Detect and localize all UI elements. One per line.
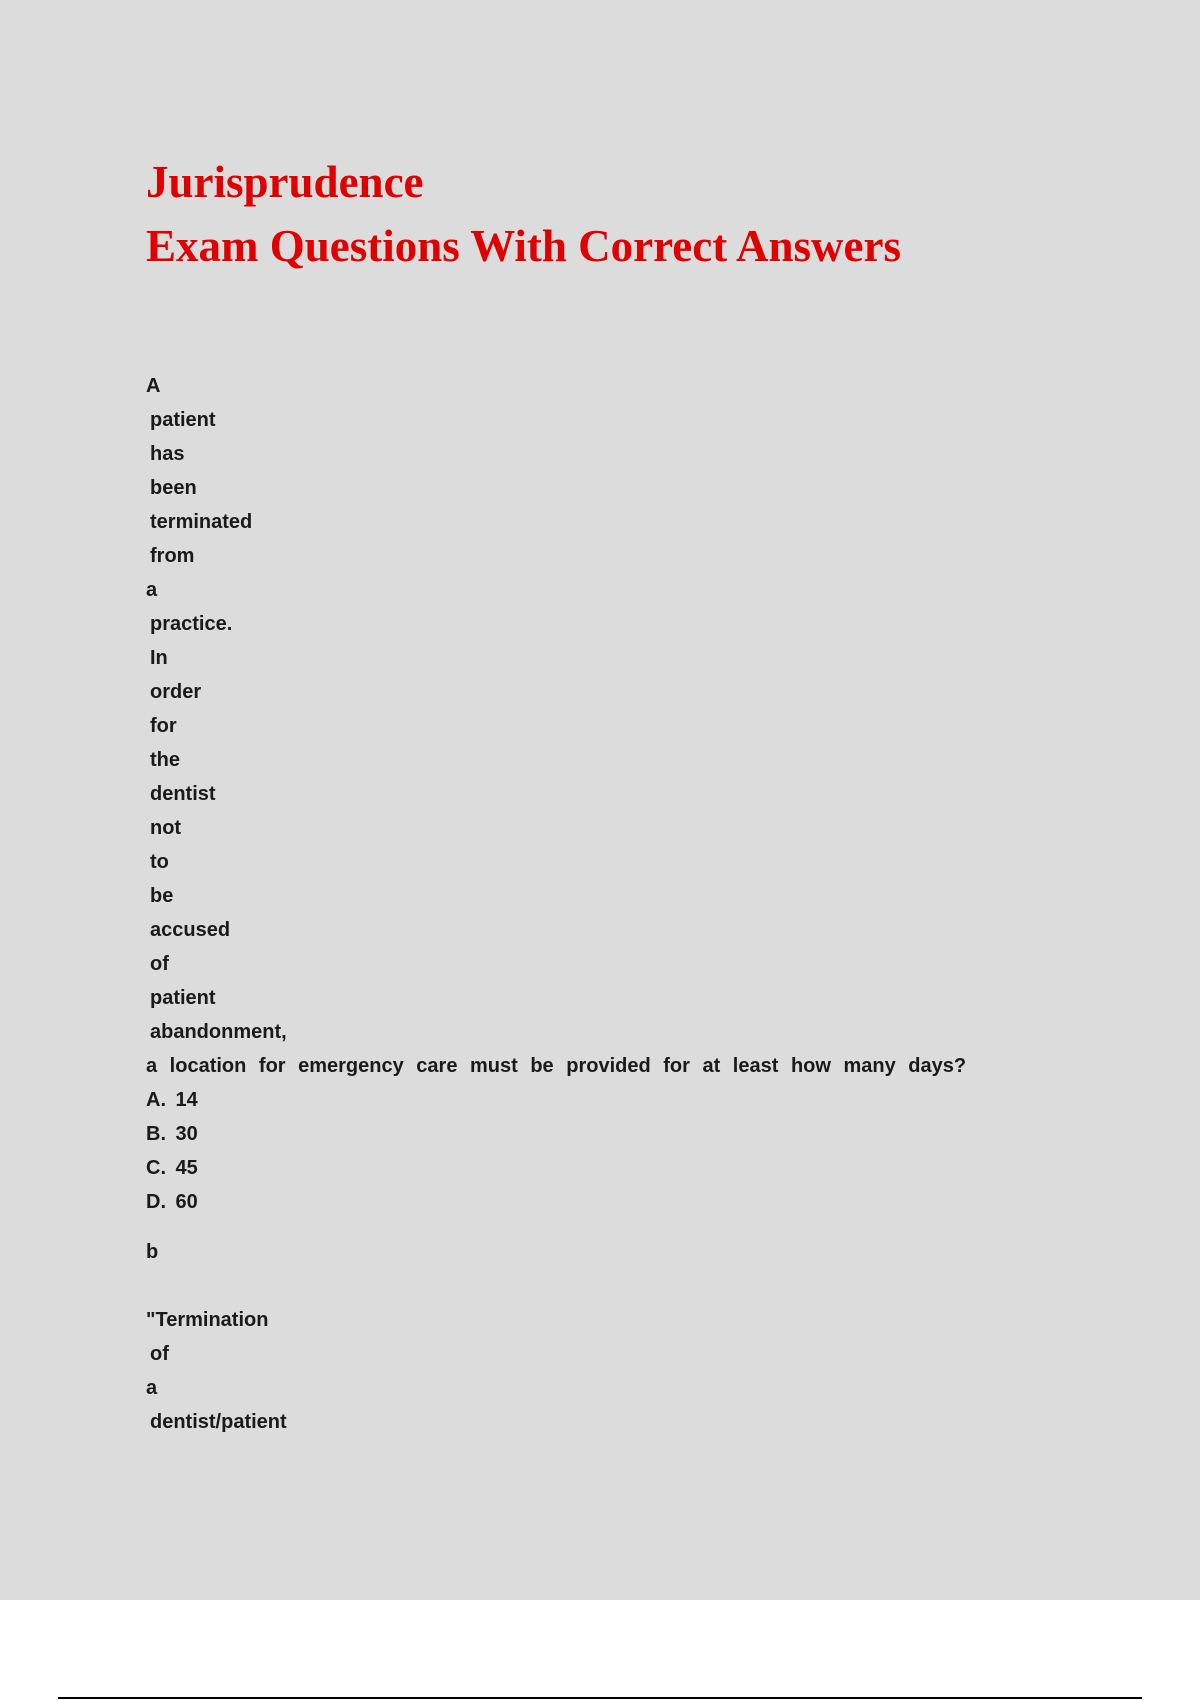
question-word: patient (150, 409, 216, 431)
question-word: to (150, 851, 169, 873)
option-d: D. 60 (146, 1191, 198, 1213)
question-word: order (150, 681, 202, 703)
question-word: not (150, 817, 182, 839)
explanation-word: dentist/patient (150, 1411, 287, 1433)
answer-options (146, 1083, 1046, 1219)
option-c: C. 45 (146, 1157, 198, 1179)
correct-answer: b (146, 1241, 159, 1263)
explanation-word: of (150, 1343, 169, 1365)
title-line-2: Exam Questions With Correct Answers (146, 221, 902, 271)
question-word: A (146, 375, 161, 397)
question-text-line: a location for emergency care must be provided for at least how many days? (146, 1055, 967, 1077)
footer-divider (58, 1697, 1142, 1699)
question-block (146, 369, 1046, 1439)
answer-explanation (146, 1303, 1046, 1439)
title-line-1: Jurisprudence (146, 157, 424, 207)
question-word: practice. (150, 613, 233, 635)
question-word: for (150, 715, 177, 737)
question-word: patient (150, 987, 216, 1009)
explanation-word: a (146, 1377, 158, 1399)
option-a: A. 14 (146, 1089, 198, 1111)
question-stem (146, 369, 1046, 1083)
question-word: of (150, 953, 169, 975)
question-word: dentist (150, 783, 216, 805)
question-word: be (150, 885, 174, 907)
option-b: B. 30 (146, 1123, 198, 1145)
question-word: terminated (150, 511, 253, 533)
question-word: been (150, 477, 197, 499)
question-word: has (150, 443, 185, 465)
question-word: from (150, 545, 195, 567)
question-word: In (150, 647, 168, 669)
question-word: accused (150, 919, 231, 941)
document-title (146, 150, 901, 278)
question-word: abandonment, (150, 1021, 287, 1043)
explanation-word: "Termination (146, 1309, 269, 1331)
question-word: a (146, 579, 158, 601)
question-word: the (150, 749, 180, 771)
